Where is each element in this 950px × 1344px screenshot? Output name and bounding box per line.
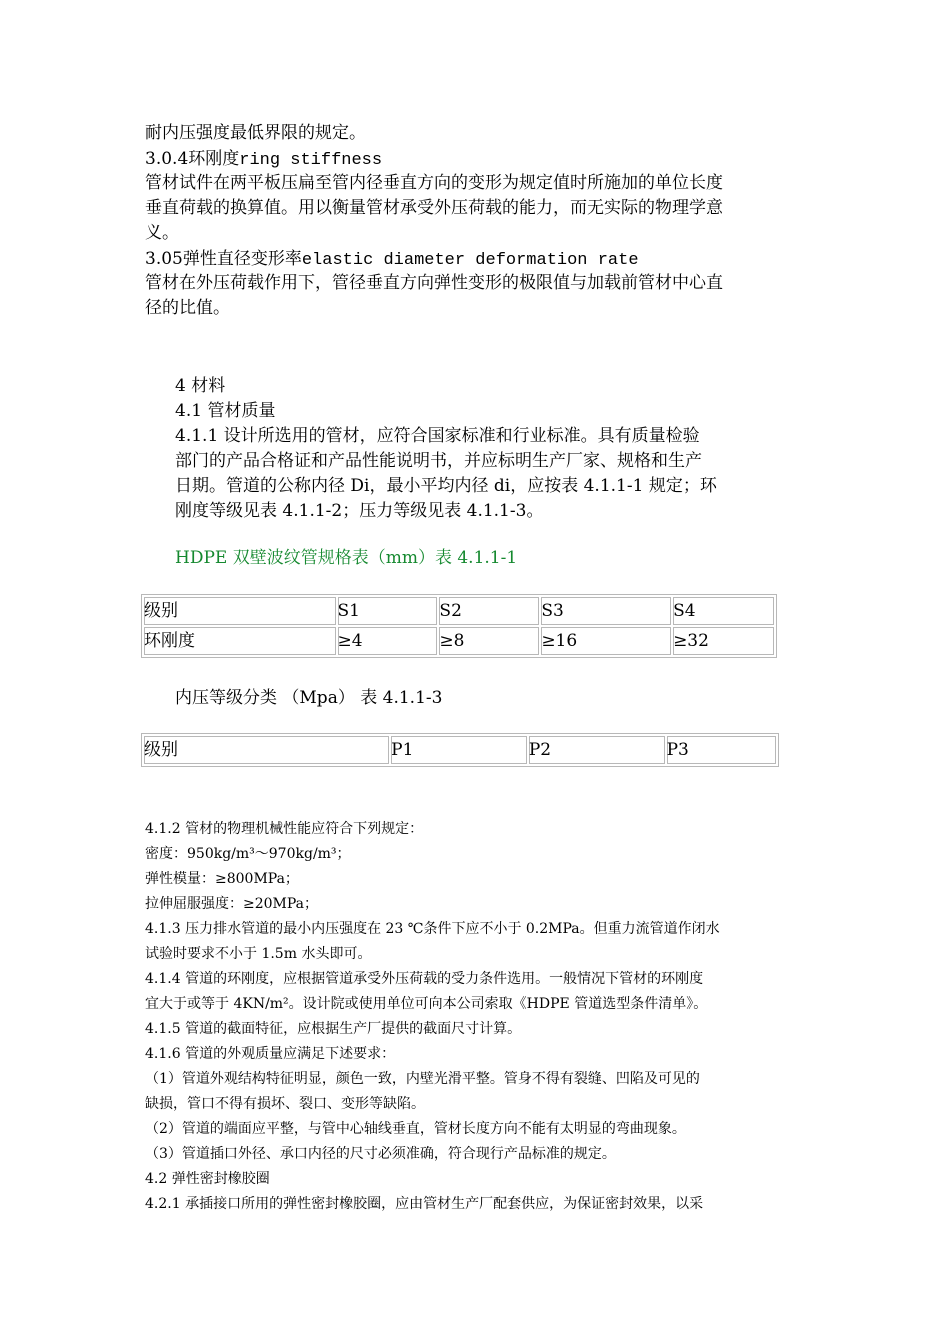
yield-strength-spec: 拉伸屈服强度：≥20MPa； xyxy=(145,896,319,912)
section-304-body-line-2: 垂直荷载的换算值。用以衡量管材承受外压荷载的能力，而无实际的物理学意 xyxy=(145,198,723,218)
table-cell: S1 xyxy=(338,597,438,625)
requirement-3: （3）管道插口外径、承口内径的尺寸必须准确，符合现行产品标准的规定。 xyxy=(145,1146,616,1162)
table-3-caption: 内压等级分类 （Mpa） 表 4.1.1-3 xyxy=(175,688,443,708)
table-cell: 级别 xyxy=(144,597,336,625)
section-304-number: 3.0.4 xyxy=(145,149,189,169)
section-304-title-en: ring stiffness xyxy=(239,151,383,170)
table-cell: ≥8 xyxy=(439,627,539,655)
section-411-line-3: 日期。管道的公称内径 Di，最小平均内径 di，应按表 4.1.1-1 规定；环 xyxy=(175,476,717,496)
table-cell: S2 xyxy=(439,597,539,625)
chapter-4-title: 4 材料 xyxy=(175,376,226,396)
table-cell: P1 xyxy=(391,736,527,764)
section-414-line-1: 4.1.4 管道的环刚度，应根据管道承受外压荷载的受力条件选用。一般情况下管材的环刚度 xyxy=(145,971,704,987)
section-421-line-1: 4.2.1 承插接口所用的弹性密封橡胶圈，应由管材生产厂配套供应，为保证密封效果，以采 xyxy=(145,1196,704,1212)
section-305-heading xyxy=(145,246,639,273)
section-42-heading: 4.2 弹性密封橡胶圈 xyxy=(145,1171,270,1187)
pressure-table-4-1-1-3 xyxy=(141,733,779,767)
section-41-heading: 4.1 管材质量 xyxy=(175,401,276,421)
section-305-number: 3.05 xyxy=(145,249,183,269)
section-305-body-line-2: 径的比值。 xyxy=(145,298,230,318)
section-413-line-1: 4.1.3 压力排水管道的最小内压强度在 23 ℃条件下应不小于 0.2MPa。但重力流管道作闭水 xyxy=(145,921,720,937)
section-413-line-2: 试验时要求不小于 1.5m 水头即可。 xyxy=(145,946,372,962)
requirement-1-line-2: 缺损，管口不得有损坏、裂口、变形等缺陷。 xyxy=(145,1096,425,1112)
table-cell: P3 xyxy=(667,736,776,764)
table-row xyxy=(144,597,774,625)
section-304-heading xyxy=(145,146,382,173)
table-cell: 级别 xyxy=(144,736,389,764)
section-411-line-1: 4.1.1 设计所选用的管材，应符合国家标准和行业标准。具有质量检验 xyxy=(175,426,700,446)
table-row xyxy=(144,627,774,655)
section-416-heading: 4.1.6 管道的外观质量应满足下述要求： xyxy=(145,1046,396,1062)
section-303-tail: 耐内压强度最低界限的规定。 xyxy=(145,123,366,143)
requirement-2: （2）管道的端面应平整，与管中心轴线垂直，管材长度方向不能有太明显的弯曲现象。 xyxy=(145,1121,686,1137)
table-cell: S4 xyxy=(673,597,774,625)
section-304-body-line-1: 管材试件在两平板压扁至管内径垂直方向的变形为规定值时所施加的单位长度 xyxy=(145,173,723,193)
section-411-line-2: 部门的产品合格证和产品性能说明书，并应标明生产厂家、规格和生产 xyxy=(175,451,702,471)
section-304-body-line-3: 义。 xyxy=(145,223,179,243)
table-1-caption: HDPE 双壁波纹管规格表（mm）表 4.1.1-1 xyxy=(175,548,518,568)
table-cell: ≥32 xyxy=(673,627,774,655)
spec-table-4-1-1-1 xyxy=(141,594,777,658)
section-414-line-2: 宜大于或等于 4KN/m²。设计院或使用单位可向本公司索取《HDPE 管道选型条件清单》。 xyxy=(145,996,708,1012)
section-304-title-cn: 环刚度 xyxy=(188,149,240,169)
table-cell: S3 xyxy=(541,597,671,625)
requirement-1-line-1: （1）管道外观结构特征明显，颜色一致，内壁光滑平整。管身不得有裂缝、凹陷及可见的 xyxy=(145,1071,700,1087)
section-412-heading: 4.1.2 管材的物理机械性能应符合下列规定： xyxy=(145,821,424,837)
table-row xyxy=(144,736,776,764)
table-cell: ≥4 xyxy=(338,627,438,655)
density-spec: 密度：950kg/m³～970kg/m³； xyxy=(145,846,351,862)
table-cell: P2 xyxy=(529,736,665,764)
modulus-spec: 弹性模量：≥800MPa； xyxy=(145,871,299,887)
table-cell: ≥16 xyxy=(541,627,671,655)
section-411-line-4: 刚度等级见表 4.1.1-2；压力等级见表 4.1.1-3。 xyxy=(175,501,544,521)
section-415: 4.1.5 管道的截面特征，应根据生产厂提供的截面尺寸计算。 xyxy=(145,1021,522,1037)
section-305-body-line-1: 管材在外压荷载作用下，管径垂直方向弹性变形的极限值与加载前管材中心直 xyxy=(145,273,723,293)
section-305-title-cn: 弹性直径变形率 xyxy=(182,249,302,269)
table-cell: 环刚度 xyxy=(144,627,336,655)
section-305-title-en: elastic diameter deformation rate xyxy=(301,251,639,270)
